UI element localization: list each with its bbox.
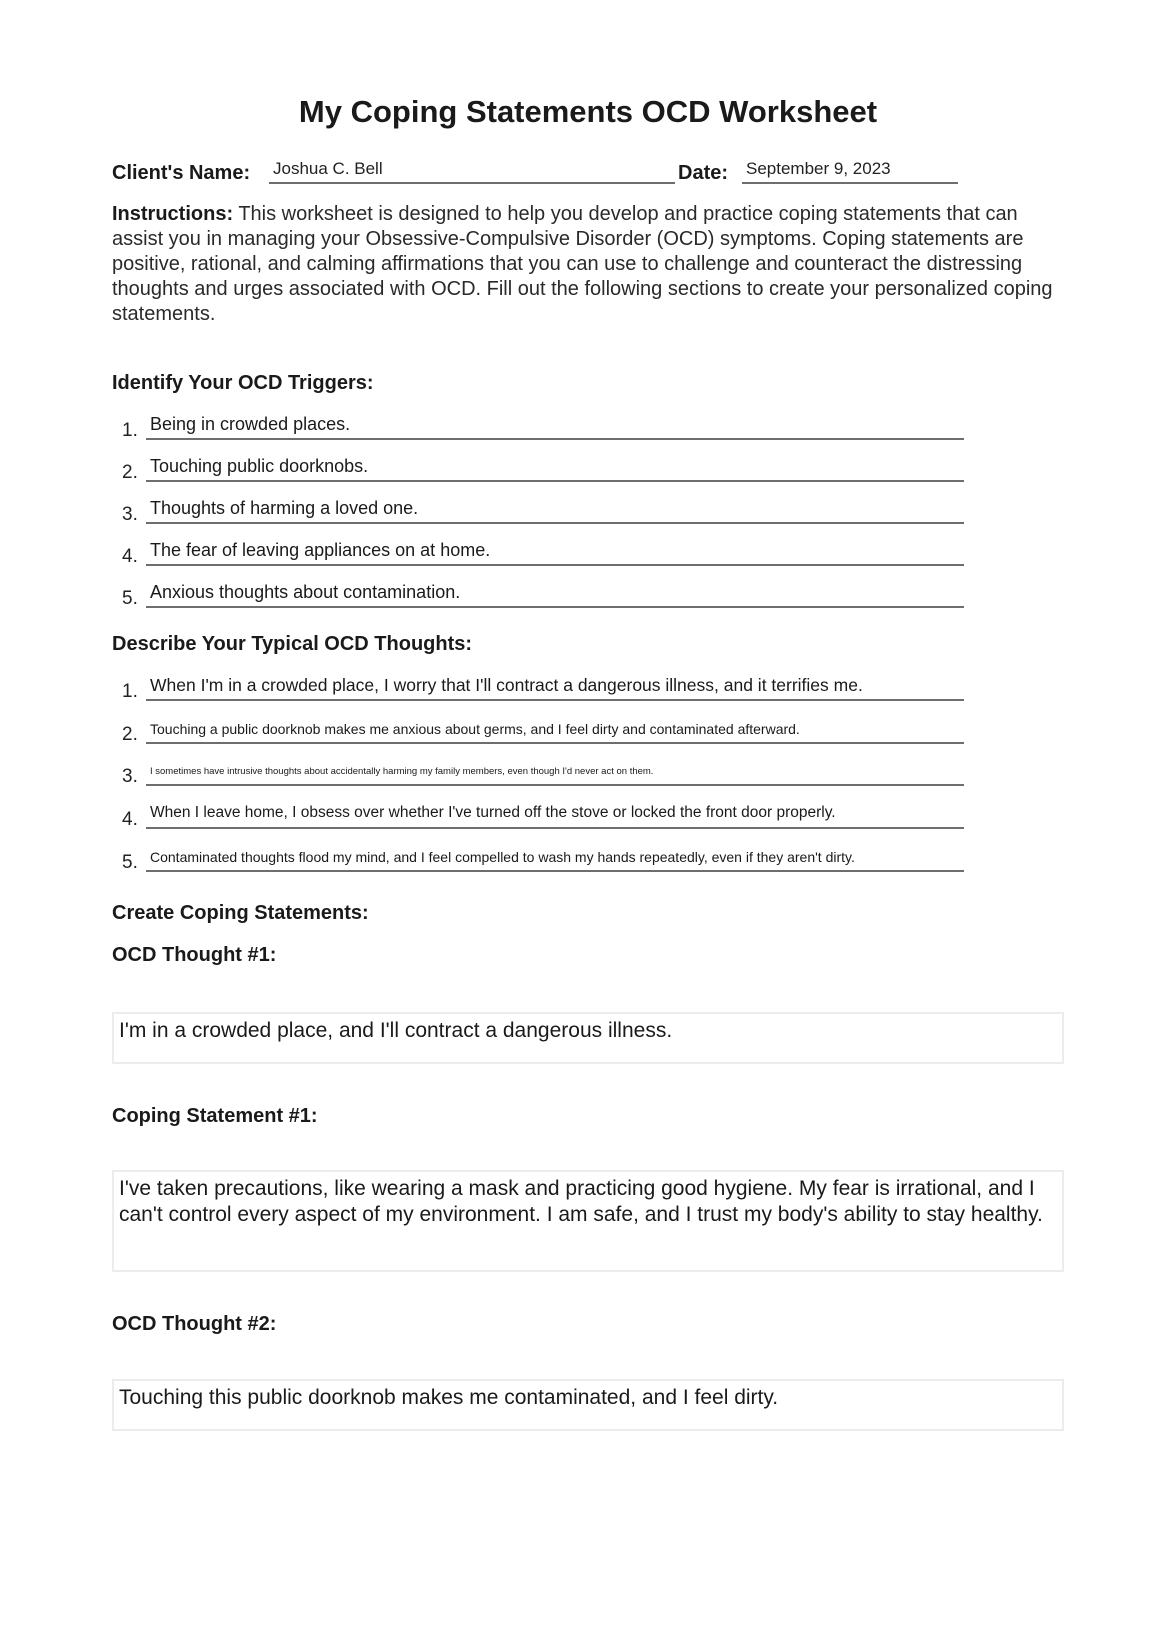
trigger-field[interactable]: Thoughts of harming a loved one. xyxy=(146,496,964,524)
thought-number: 4. xyxy=(122,809,138,830)
trigger-number: 2. xyxy=(122,462,138,483)
ocd-thought-2-label: OCD Thought #2: xyxy=(112,1313,277,1335)
thought-number: 5. xyxy=(122,852,138,873)
instructions-paragraph xyxy=(112,202,1057,327)
client-name-label: Client's Name: xyxy=(112,162,251,184)
date-field[interactable]: September 9, 2023 xyxy=(742,158,958,184)
trigger-number: 4. xyxy=(122,546,138,567)
thought-field[interactable]: I sometimes have intrusive thoughts about accidentally harming my family members, even though I'd never act on them. xyxy=(146,758,964,786)
page-title: My Coping Statements OCD Worksheet xyxy=(298,94,878,129)
ocd-thought-2-box[interactable]: Touching this public doorknob makes me contaminated, and I feel dirty. xyxy=(112,1379,1064,1431)
ocd-thought-1-label: OCD Thought #1: xyxy=(112,944,277,966)
instructions-label: Instructions: xyxy=(112,203,234,225)
trigger-item xyxy=(112,454,964,486)
trigger-field[interactable]: Being in crowded places. xyxy=(146,412,964,440)
thought-field[interactable]: When I leave home, I obsess over whether I've turned off the stove or locked the front door properly. xyxy=(146,801,964,829)
trigger-number: 3. xyxy=(122,504,138,525)
thought-number: 2. xyxy=(122,724,138,745)
thought-item xyxy=(112,801,964,833)
thought-item xyxy=(112,716,964,748)
ocd-thought-1-box[interactable]: I'm in a crowded place, and I'll contract a dangerous illness. xyxy=(112,1012,1064,1064)
coping-statement-1-label: Coping Statement #1: xyxy=(112,1105,318,1127)
trigger-item xyxy=(112,538,964,570)
thoughts-heading: Describe Your Typical OCD Thoughts: xyxy=(112,633,473,655)
thought-item xyxy=(112,758,964,790)
thought-number: 3. xyxy=(122,766,138,787)
trigger-item xyxy=(112,580,964,612)
thought-field[interactable]: Contaminated thoughts flood my mind, and I feel compelled to wash my hands repeatedly, even if they aren't dirty. xyxy=(146,844,964,872)
client-name-field[interactable]: Joshua C. Bell xyxy=(269,158,675,184)
client-info-row xyxy=(112,158,972,188)
trigger-field[interactable]: Touching public doorknobs. xyxy=(146,454,964,482)
trigger-item xyxy=(112,412,964,444)
thought-item xyxy=(112,844,964,876)
triggers-heading: Identify Your OCD Triggers: xyxy=(112,372,374,394)
thought-number: 1. xyxy=(122,681,138,702)
trigger-number: 5. xyxy=(122,588,138,609)
coping-statement-1-box[interactable]: I've taken precautions, like wearing a mask and practicing good hygiene. My fear is irrational, and I can't control every aspect of my environment. I am safe, and I trust my body's ability to stay healthy. xyxy=(112,1170,1064,1272)
thought-field[interactable]: When I'm in a crowded place, I worry that I'll contract a dangerous illness, and it terrifies me. xyxy=(146,673,964,701)
coping-heading: Create Coping Statements: xyxy=(112,902,369,924)
thought-field[interactable]: Touching a public doorknob makes me anxious about germs, and I feel dirty and contaminated afterward. xyxy=(146,716,964,744)
instructions-text: This worksheet is designed to help you develop and practice coping statements that can assist you in managing your Obsessive-Compulsive Disorder (OCD) symptoms. Coping statements are positive, rational, and calming affirmations that you can use to challenge and counteract the distressing thoughts and urges associated with OCD. Fill out the following sections to create your personalized coping statements. xyxy=(112,203,1053,325)
trigger-number: 1. xyxy=(122,420,138,441)
thought-item xyxy=(112,673,964,705)
trigger-field[interactable]: The fear of leaving appliances on at home. xyxy=(146,538,964,566)
trigger-field[interactable]: Anxious thoughts about contamination. xyxy=(146,580,964,608)
trigger-item xyxy=(112,496,964,528)
date-label: Date: xyxy=(678,162,729,184)
